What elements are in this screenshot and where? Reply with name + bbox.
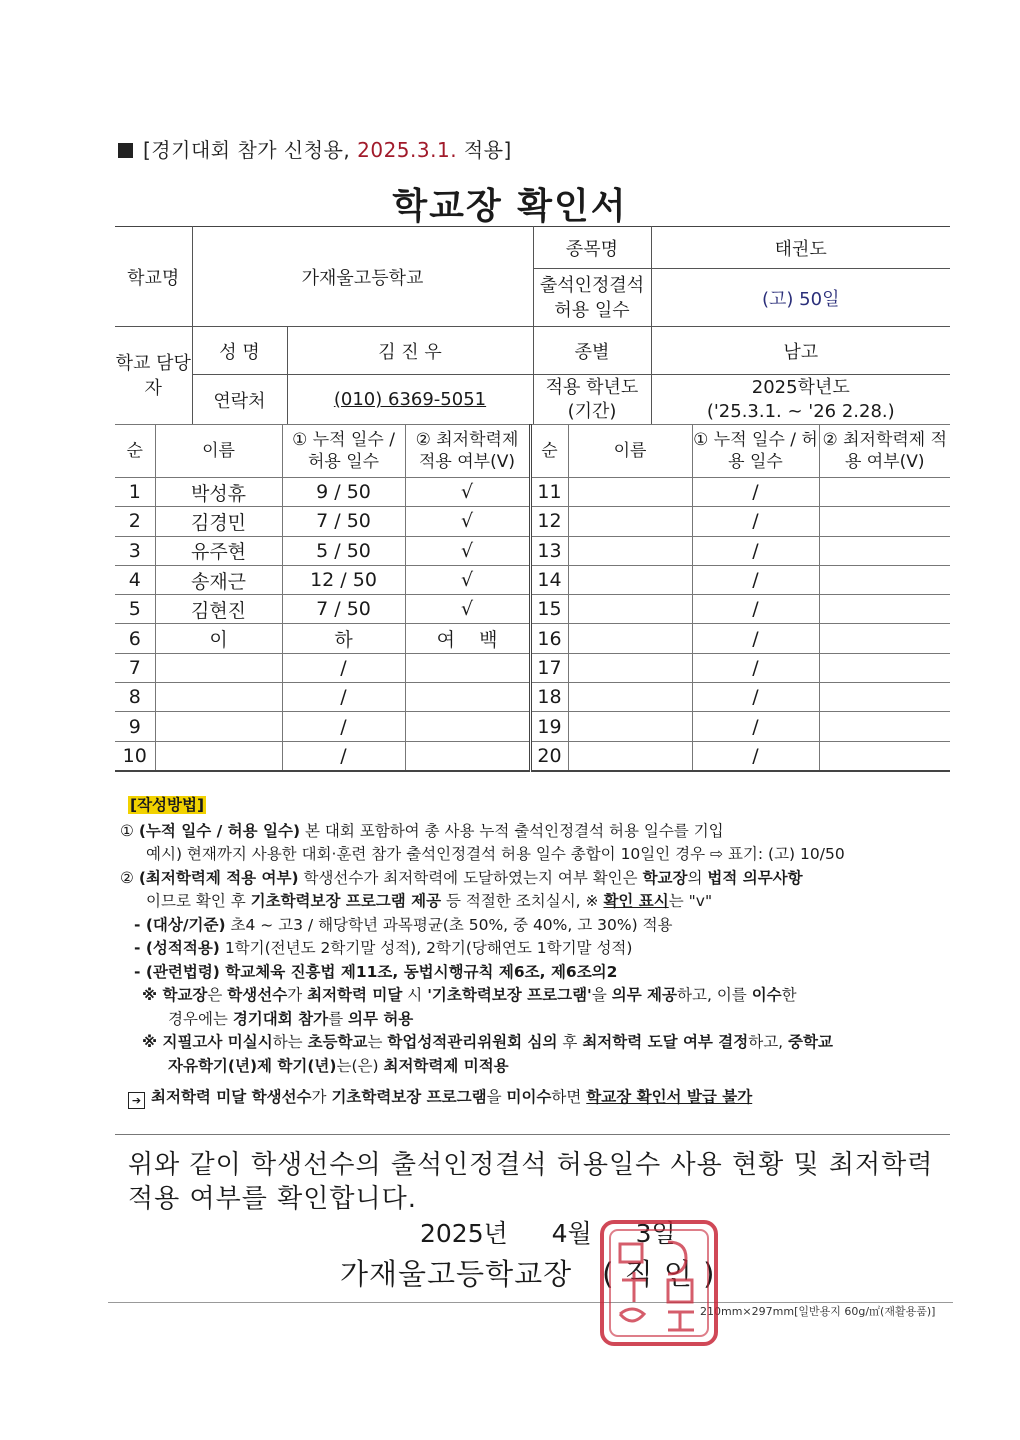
- school-value: 가재울고등학교: [192, 227, 533, 327]
- row-no: 7: [115, 653, 155, 682]
- student-table: [115, 424, 950, 772]
- row-name: [568, 741, 692, 771]
- row-check: [819, 595, 950, 624]
- divider-line: [115, 1134, 950, 1135]
- header-note-date: 2025.3.1.: [357, 138, 458, 162]
- principal-signature: 가재울고등학교장 ( 직 인 ): [340, 1257, 716, 1291]
- row-days: /: [282, 712, 405, 741]
- col-no: 순: [115, 425, 155, 478]
- row-no: 1: [115, 478, 155, 507]
- row-no: 4: [115, 565, 155, 594]
- row-name: [155, 741, 282, 771]
- arrow-box-icon: ➔: [128, 1092, 145, 1109]
- writing-method: [120, 794, 958, 1110]
- method-note-2-line2: 자유학기(년)제 학기(년)는(은) 최저학력제 미적용: [168, 1056, 509, 1075]
- row-days: /: [282, 683, 405, 712]
- table-row: [115, 712, 950, 741]
- method-note-2: ※ 지필고사 미실시하는 초등학교는 학업성적관리위원회 심의 후 최저학력 도달 여부 결정하고, 중학교: [142, 1033, 833, 1051]
- row-name: [568, 595, 692, 624]
- row-days: /: [692, 712, 819, 741]
- row-name: [568, 536, 692, 565]
- row-name: [568, 565, 692, 594]
- row-check: [819, 712, 950, 741]
- row-days: /: [692, 624, 819, 653]
- row-days: /: [282, 741, 405, 771]
- event-value: 태권도: [651, 227, 950, 269]
- row-days: 9 / 50: [282, 478, 405, 507]
- row-check: 여 백: [405, 624, 530, 653]
- row-days: /: [692, 595, 819, 624]
- row-no: 5: [115, 595, 155, 624]
- row-no: 14: [530, 565, 568, 594]
- method-final: ➔ 최저학력 미달 학생선수가 기초학력보장 프로그램을 미이수하면 학교장 확인서 발급 불가: [128, 1086, 958, 1110]
- row-no: 19: [530, 712, 568, 741]
- method-item-1-example: 예시) 현재까지 사용한 대회·훈련 참가 출석인정결석 허용 일수 총합이 10일인 경우 ⇨ 표기: (고) 10/50: [146, 845, 845, 863]
- row-no: 10: [115, 741, 155, 771]
- col-days: ① 누적 일수 / 허용 일수: [282, 425, 405, 478]
- row-name: 송재근: [155, 565, 282, 594]
- row-days: /: [692, 741, 819, 771]
- row-check: [819, 507, 950, 536]
- allow-value: (고) 50일: [651, 269, 950, 327]
- method-note-1: ※ 학교장은 학생선수가 최저학력 미달 시 '기초학력보장 프로그램'을 의무 제공하고, 이를 이수한: [142, 986, 797, 1004]
- table-row: [115, 741, 950, 771]
- contact-value: (010) 6369-5051: [287, 375, 533, 425]
- row-check: [819, 741, 950, 771]
- row-days: /: [692, 653, 819, 682]
- row-check: [819, 624, 950, 653]
- row-name: 김현진: [155, 595, 282, 624]
- method-item-2: ② (최저학력제 적용 여부) 학생선수가 최저학력에 도달하였는지 여부 확인은 학교장의 법적 의무사항: [120, 868, 803, 887]
- page-title: 학교장 확인서: [392, 186, 628, 227]
- row-name: [568, 478, 692, 507]
- issue-date: 2025년 4월 3일: [420, 1219, 676, 1248]
- header-note-prefix: [경기대회 참가 신청용,: [143, 138, 358, 162]
- col-days: ① 누적 일수 / 허용 일수: [692, 425, 819, 478]
- col-min: ② 최저학력제 적용 여부(V): [819, 425, 950, 478]
- row-check: √: [405, 478, 530, 507]
- method-sub-3: - (관련법령) 학교체육 진흥법 제11조, 동법시행규칙 제6조, 제6조의2: [134, 962, 618, 981]
- method-item-2-line2: 이므로 확인 후 기초학력보장 프로그램 제공 등 적절한 조치실시, ※ 확인 표시는 "v": [146, 892, 713, 910]
- row-no: 11: [530, 478, 568, 507]
- row-check: √: [405, 507, 530, 536]
- official-seal-icon: [598, 1218, 720, 1348]
- col-name: 이름: [568, 425, 692, 478]
- paper-spec: 210mm×297mm[일반용지 60g/㎡(재활용품)]: [700, 1305, 936, 1318]
- table-row: [115, 683, 950, 712]
- method-heading: [작성방법]: [130, 796, 205, 814]
- table-row: [115, 565, 950, 594]
- row-days: 5 / 50: [282, 536, 405, 565]
- row-name: [155, 683, 282, 712]
- method-sub-2: - (성적적용) 1학기(전년도 2학기말 성적), 2학기(당해연도 1학기말 성적): [134, 939, 633, 957]
- row-days: /: [282, 653, 405, 682]
- row-name: [568, 712, 692, 741]
- row-name: [155, 653, 282, 682]
- col-min: ② 최저학력제 적용 여부(V): [405, 425, 530, 478]
- table-row: [115, 595, 950, 624]
- row-name: [568, 653, 692, 682]
- row-no: 13: [530, 536, 568, 565]
- row-name: 이: [155, 624, 282, 653]
- gender-label: 종별: [533, 327, 651, 375]
- row-no: 15: [530, 595, 568, 624]
- row-check: [819, 536, 950, 565]
- row-days: 하: [282, 624, 405, 653]
- name-value: 김 진 우: [287, 327, 533, 375]
- row-check: [405, 683, 530, 712]
- row-check: √: [405, 595, 530, 624]
- name-label: 성 명: [192, 327, 287, 375]
- gender-value: 남고: [651, 327, 950, 375]
- row-check: [405, 741, 530, 771]
- row-no: 18: [530, 683, 568, 712]
- manager-label: 학교 담당자: [115, 327, 192, 425]
- row-check: √: [405, 536, 530, 565]
- row-name: [568, 683, 692, 712]
- row-no: 12: [530, 507, 568, 536]
- table-row: [115, 478, 950, 507]
- row-no: 6: [115, 624, 155, 653]
- table-row: [115, 507, 950, 536]
- table-row: [115, 536, 950, 565]
- row-days: 12 / 50: [282, 565, 405, 594]
- row-no: 9: [115, 712, 155, 741]
- event-label: 종목명: [533, 227, 651, 269]
- row-check: [819, 653, 950, 682]
- row-name: [568, 624, 692, 653]
- row-name: 김경민: [155, 507, 282, 536]
- table-header-row: [115, 425, 950, 478]
- school-label: 학교명: [115, 227, 192, 327]
- school-info-table: [115, 226, 950, 425]
- row-days: /: [692, 683, 819, 712]
- table-row: [115, 653, 950, 682]
- year-value: 2025학년도 ('25.3.1. ~ '26 2.28.): [651, 375, 950, 425]
- row-check: [405, 653, 530, 682]
- table-row: [115, 624, 950, 653]
- method-item-1: ① (누적 일수 / 허용 일수) 본 대회 포함하여 총 사용 누적 출석인정결석 허용 일수를 기입: [120, 821, 724, 840]
- row-check: [819, 683, 950, 712]
- row-check: [819, 478, 950, 507]
- row-name: 박성휴: [155, 478, 282, 507]
- row-no: 20: [530, 741, 568, 771]
- confirmation-statement: 위와 같이 학생선수의 출석인정결석 허용일수 사용 현황 및 최저학력 적용 여부를 확인합니다.: [128, 1150, 934, 1214]
- row-no: 17: [530, 653, 568, 682]
- col-no: 순: [530, 425, 568, 478]
- row-days: 7 / 50: [282, 595, 405, 624]
- year-label: 적용 학년도 (기간): [533, 375, 651, 425]
- row-days: /: [692, 565, 819, 594]
- row-no: 2: [115, 507, 155, 536]
- row-name: [568, 507, 692, 536]
- contact-label: 연락처: [192, 375, 287, 425]
- method-sub-1: - (대상/기준) 초4 ~ 고3 / 해당학년 과목평균(초 50%, 중 40%, 고 30%) 적용: [134, 915, 673, 934]
- row-name: [155, 712, 282, 741]
- row-days: /: [692, 507, 819, 536]
- allow-label: 출석인정결석 허용 일수: [533, 269, 651, 327]
- col-name: 이름: [155, 425, 282, 478]
- row-no: 16: [530, 624, 568, 653]
- row-days: /: [692, 536, 819, 565]
- row-no: 3: [115, 536, 155, 565]
- row-check: [405, 712, 530, 741]
- method-note-1-line2: 경우에는 경기대회 참가를 의무 허용: [168, 1009, 414, 1028]
- header-note-suffix: 적용]: [457, 138, 512, 162]
- row-check: [819, 565, 950, 594]
- square-bullet-icon: [118, 143, 133, 158]
- row-days: 7 / 50: [282, 507, 405, 536]
- row-days: /: [692, 478, 819, 507]
- row-name: 유주현: [155, 536, 282, 565]
- row-check: √: [405, 565, 530, 594]
- row-no: 8: [115, 683, 155, 712]
- header-note: [118, 134, 512, 163]
